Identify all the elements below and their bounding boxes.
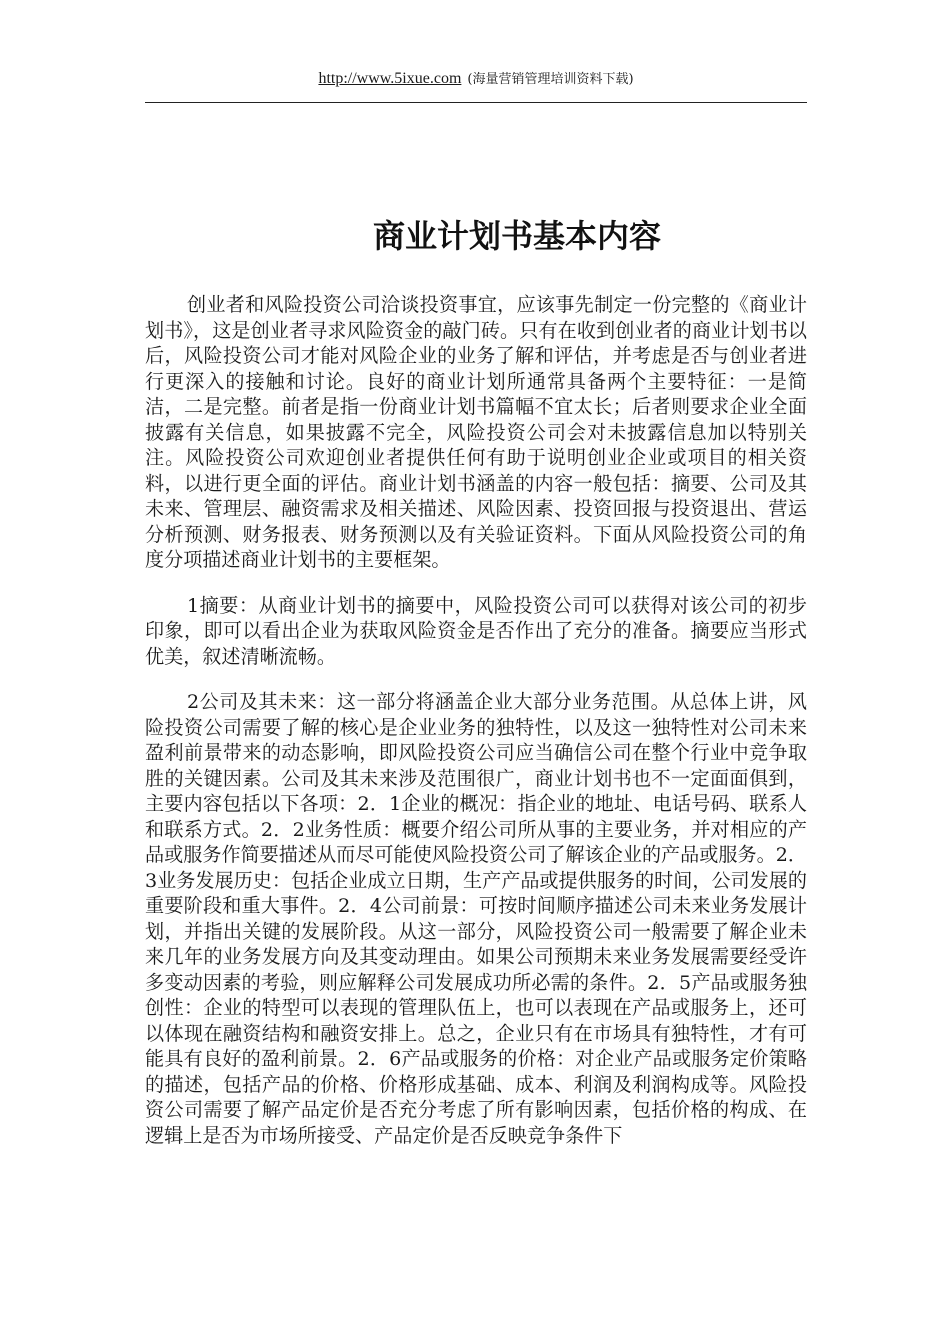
- section-summary-paragraph: 1摘要：从商业计划书的摘要中，风险投资公司可以获得对该公司的初步印象，即可以看出企业为获取风险资金是否作出了充分的准备。摘要应当形式优美，叙述清晰流畅。: [145, 593, 807, 668]
- header-divider: [145, 102, 807, 103]
- header-note: (海量营销管理培训资料下载): [467, 72, 634, 87]
- header-website-link[interactable]: http://www.5ixue.com: [318, 70, 462, 87]
- page-header: [145, 68, 807, 90]
- intro-paragraph: 创业者和风险投资公司洽谈投资事宜，应该事先制定一份完整的《商业计划书》，这是创业者寻求风险资金的敲门砖。只有在收到创业者的商业计划书以后，风险投资公司才能对风险企业的业务了解和评估，并考虑是否与创业者进行更深入的接触和讨论。良好的商业计划所通常具备两个主要特征：一是简洁，二是完整。前者是指一份商业计划书篇幅不宜太长；后者则要求企业全面披露有关信息，如果披露不完全，风险投资公司会对未披露信息加以特别关注。风险投资公司欢迎创业者提供任何有助于说明创业企业或项目的相关资料，以进行更全面的评估。商业计划书涵盖的内容一般包括：摘要、公司及其未来、管理层、融资需求及相关描述、风险因素、投资回报与投资退出、营运分析预测、财务报表、财务预测以及有关验证资料。下面从风险投资公司的角度分项描述商业计划书的主要框架。: [145, 293, 807, 571]
- section-company-paragraph: 2公司及其未来：这一部分将涵盖企业大部分业务范围。从总体上讲，风险投资公司需要了解的核心是企业业务的独特性，以及这一独特性对公司未来盈利前景带来的动态影响，即风险投资公司应当确信公司在整个行业中竞争取胜的关键因素。公司及其未来涉及范围很广，商业计划书也不一定面面俱到，主要内容包括以下各项：2．1企业的概况：指企业的地址、电话号码、联系人和联系方式。2．2业务性质：概要介绍公司所从事的主要业务，并对相应的产品或服务作简要描述从而尽可能使风险投资公司了解该企业的产品或服务。2．3业务发展历史：包括企业成立日期，生产产品或提供服务的时间，公司发展的重要阶段和重大事件。2．4公司前景：可按时间顺序描述公司未来业务发展计划，并指出关键的发展阶段。从这一部分，风险投资公司一般需要了解企业未来几年的业务发展方向及其变动理由。如果公司预期未来业务发展需要经受许多变动因素的考验，则应解释公司发展成功所必需的条件。2．5产品或服务独创性：企业的特型可以表现的管理队伍上，也可以表现在产品或服务上，还可以体现在融资结构和融资安排上。总之，企业只有在市场具有独特性，才有可能具有良好的盈利前景。2．6产品或服务的价格：对企业产品或服务定价策略的描述，包括产品的价格、价格形成基础、成本、利润及利润构成等。风险投资公司需要了解产品定价是否充分考虑了所有影响因素，包括价格的构成、在逻辑上是否为市场所接受、产品定价是否反映竞争条件下: [145, 690, 807, 1147]
- document-title: 商业计划书基本内容: [372, 217, 661, 255]
- document-body: [145, 292, 807, 1168]
